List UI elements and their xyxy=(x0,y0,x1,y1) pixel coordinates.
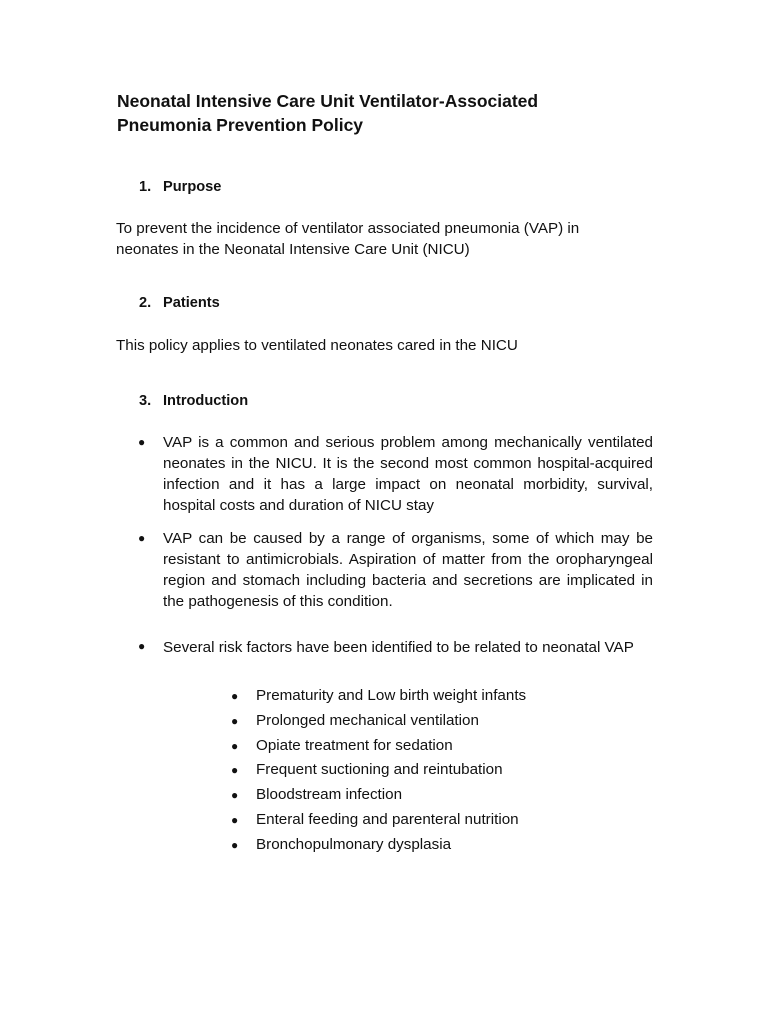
section-number: 3. xyxy=(139,393,152,409)
bullet-icon: ● xyxy=(231,739,239,753)
page-title-line-2: Pneumonia Prevention Policy xyxy=(117,115,364,135)
section-heading-text: Introduction xyxy=(163,393,249,409)
risk-factor-text: Frequent suctioning and reintubation xyxy=(256,761,503,778)
page-title xyxy=(117,89,677,137)
intro-bullet-1 xyxy=(138,432,653,516)
risk-factor-item xyxy=(231,785,651,805)
intro-bullet-2 xyxy=(138,528,653,612)
purpose-paragraph xyxy=(116,218,636,260)
intro-bullet-3 xyxy=(138,636,653,660)
bullet-icon: ● xyxy=(231,714,239,728)
risk-factor-text: Prolonged mechanical ventilation xyxy=(256,712,479,729)
bullet-text: VAP is a common and serious problem among mechanically ventilated neonates in the NICU. It is the second most common hospital-acquired infection and it has a large impact on neonatal morbidity, survival, hospital costs and duration of NICU stay xyxy=(163,434,653,514)
bullet-text: Several risk factors have been identified to be related to neonatal VAP xyxy=(163,639,634,656)
section-number: 2. xyxy=(139,295,152,311)
bullet-icon: ● xyxy=(138,639,146,653)
risk-factor-item xyxy=(231,736,651,756)
bullet-icon: ● xyxy=(231,813,239,827)
section-heading-text: Patients xyxy=(163,295,220,311)
page-title-line-1: Neonatal Intensive Care Unit Ventilator-Associated xyxy=(117,91,539,111)
risk-factor-text: Bronchopulmonary dysplasia xyxy=(256,836,452,853)
patients-paragraph xyxy=(116,335,636,356)
risk-factor-text: Enteral feeding and parenteral nutrition xyxy=(256,811,519,828)
risk-factor-item xyxy=(231,810,651,830)
risk-factor-item xyxy=(231,686,651,706)
patients-text-line-1: This policy applies to ventilated neonates cared in the NICU xyxy=(116,337,518,354)
purpose-text-line-2: neonates in the Neonatal Intensive Care Unit (NICU) xyxy=(116,241,470,258)
bullet-icon: ● xyxy=(138,435,146,449)
section-number: 1. xyxy=(139,179,152,195)
risk-factor-item xyxy=(231,760,651,780)
bullet-icon: ● xyxy=(231,788,239,802)
section-heading-introduction xyxy=(139,391,248,411)
risk-factor-item xyxy=(231,835,651,855)
purpose-text-line-1: To prevent the incidence of ventilator associated pneumonia (VAP) in xyxy=(116,220,580,237)
risk-factor-item xyxy=(231,711,651,731)
risk-factor-text: Bloodstream infection xyxy=(256,786,403,803)
bullet-icon: ● xyxy=(231,763,239,777)
bullet-icon: ● xyxy=(231,838,239,852)
bullet-text: VAP can be caused by a range of organisms, some of which may be resistant to antimicrobials. Aspiration of matter from the oropharyngeal region and stomach including bacteria and secretions are implicated in the pathogenesis of this condition. xyxy=(163,530,653,610)
section-heading-purpose xyxy=(139,177,221,197)
section-heading-text: Purpose xyxy=(163,179,222,195)
risk-factor-text: Opiate treatment for sedation xyxy=(256,737,453,754)
bullet-icon: ● xyxy=(231,689,239,703)
risk-factor-text: Prematurity and Low birth weight infants xyxy=(256,687,527,704)
section-heading-patients xyxy=(139,293,220,313)
bullet-icon: ● xyxy=(138,531,146,545)
